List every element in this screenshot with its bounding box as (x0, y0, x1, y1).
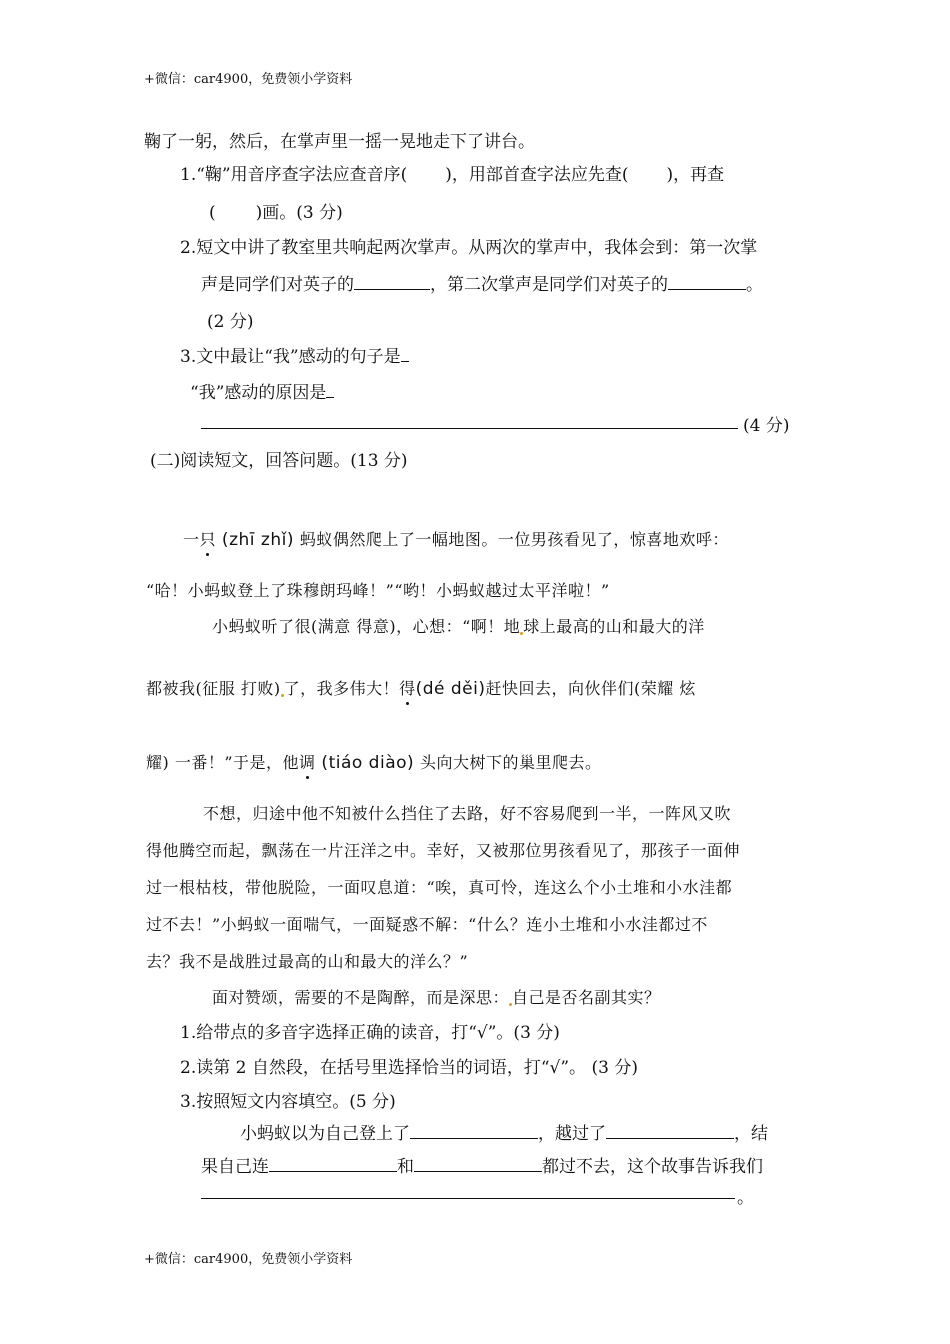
q3-fill-text-c: ，结 (734, 1124, 768, 1144)
section-2-question-3: 3.按照短文内容填空。(5 分) (180, 1092, 396, 1112)
q2-blank-2[interactable] (668, 275, 746, 290)
q2-text-a: 声是同学们对英子的 (201, 275, 354, 295)
p4-text-b: 了，我多伟大！ (283, 679, 400, 698)
q3-text-a: 3.文中最让“我”感动的句子是 (180, 347, 401, 367)
question-2-score: (2 分) (207, 312, 254, 332)
q3-answer-line[interactable] (201, 428, 738, 429)
polyphone-de: 得 (399, 676, 416, 699)
p7-text-b: 自己是否名副其实？ (512, 988, 661, 1007)
q3-fill-text-e: 和 (397, 1157, 414, 1177)
q3-fill-end: 。 (737, 1188, 754, 1208)
q3-fill-blank-1[interactable] (410, 1124, 538, 1139)
passage-para-3-line-3: 过一根枯枝，带他脱险，一面叹息道：“唉，真可怜，连这么个小土堆和小水洼都 (146, 878, 733, 897)
section-2-title: (二)阅读短文，回答问题。(13 分) (150, 451, 408, 471)
page-header: +微信：car4900，免费领小学资料 (144, 72, 353, 87)
q3-fill-text-b: ，越过了 (538, 1124, 606, 1144)
question-2: 2.短文中讲了教室里共响起两次掌声。从两次的掌声中，我体会到：第一次掌 (180, 238, 758, 258)
passage-para-2-line-1 (212, 614, 705, 637)
q3-blank-1[interactable] (401, 347, 409, 362)
passage-para-3-line-1: 不想，归途中他不知被什么挡住了去路，好不容易爬到一半，一阵风又吹 (203, 804, 732, 823)
passage-para-2-line-3 (146, 750, 602, 773)
q3-fill-text-a: 小蚂蚁以为自己登上了 (240, 1124, 410, 1144)
polyphone-diao: 调 (299, 750, 316, 773)
section-2-question-2: 2.读第 2 自然段，在括号里选择恰当的词语，打“√”。 (3 分) (180, 1058, 638, 1078)
question-1-cont (209, 198, 343, 223)
q3-fill-text-f: 都过不去，这个故事告诉我们 (542, 1157, 763, 1177)
q2-text-b: ，第二次掌声是同学们对英子的 (430, 275, 668, 295)
q1-text-b: )，用部首查字法应先查( (445, 165, 629, 185)
p3-text-a[interactable]: 小蚂蚁听了很(满意 得意)，心想：“啊！地 (212, 617, 521, 636)
q3-blank-2[interactable] (326, 383, 334, 398)
q3-fill-answer-line[interactable] (201, 1198, 735, 1199)
page-footer: +微信：car4900，免费领小学资料 (144, 1252, 353, 1267)
p5-text-a: 耀) 一番！”于是，他 (146, 753, 300, 772)
q3-fill-line-2 (201, 1152, 763, 1177)
passage-para-3-line-5: 去？我不是战胜过最高的山和最大的洋么？” (146, 952, 469, 971)
section-2-question-1: 1.给带点的多音字选择正确的读音，打“√”。(3 分) (180, 1023, 560, 1043)
p3-text-b: 球上最高的山和最大的洋 (523, 617, 705, 636)
q3-fill-text-d: 果自己连 (201, 1157, 269, 1177)
passage-para-3-line-4: 过不去！”小蚂蚁一面喘气，一面疑惑不解：“什么？连小土堆和小水洼都过不 (146, 915, 708, 934)
question-3-score: (4 分) (743, 416, 790, 436)
passage-para-1 (183, 527, 729, 550)
q3-text-b: “我”感动的原因是 (190, 383, 327, 403)
question-3 (180, 342, 409, 367)
q3-fill-blank-3[interactable] (269, 1157, 397, 1172)
q2-blank-1[interactable] (354, 275, 430, 290)
p5-text-b: 头向大树下的巢里爬去。 (420, 753, 602, 772)
pinyin-de[interactable]: (dé děi) (415, 679, 486, 699)
pinyin-zhi[interactable]: (zhī zhǐ) (216, 530, 300, 550)
question-2-cont (201, 270, 763, 295)
q1-text-e: )画。(3 分) (255, 203, 343, 223)
p4-text-a[interactable]: 都被我(征服 打败) (146, 679, 281, 698)
q1-text-a: 1.“鞠”用音序查字法应查音序( (180, 165, 408, 185)
passage-ending-line: 鞠了一躬，然后，在掌声里一摇一晃地走下了讲台。 (144, 132, 535, 152)
q3-fill-line-1 (240, 1119, 768, 1144)
q1-text-c: )，再查 (666, 165, 725, 185)
question-1 (180, 160, 724, 185)
question-3-cont (190, 378, 334, 403)
passage-para-3-line-2: 得他腾空而起，飘荡在一片汪洋之中。幸好，又被那位男孩看见了，那孩子一面伸 (146, 841, 741, 860)
p7-text-a: 面对赞颂，需要的不是陶醉，而是深思： (212, 988, 510, 1007)
q2-text-c: 。 (746, 275, 763, 295)
q3-fill-blank-4[interactable] (414, 1157, 542, 1172)
passage-para-1-quote: “哈！小蚂蚁登上了珠穆朗玛峰！”“哟！小蚂蚁越过太平洋啦！” (146, 581, 610, 600)
polyphone-zhi: 只 (200, 527, 217, 550)
passage-para-4 (212, 985, 661, 1008)
q1-text-d: ( (209, 203, 216, 223)
p1-text-a: 一 (183, 530, 200, 549)
q3-fill-blank-2[interactable] (606, 1124, 734, 1139)
p4-text-c[interactable]: 赶快回去，向伙伴们(荣耀 炫 (485, 679, 696, 698)
passage-para-2-line-2 (146, 676, 696, 699)
p1-text-b: 蚂蚁偶然爬上了一幅地图。一位男孩看见了，惊喜地欢呼： (299, 530, 729, 549)
pinyin-diao[interactable]: (tiáo diào) (315, 753, 421, 773)
